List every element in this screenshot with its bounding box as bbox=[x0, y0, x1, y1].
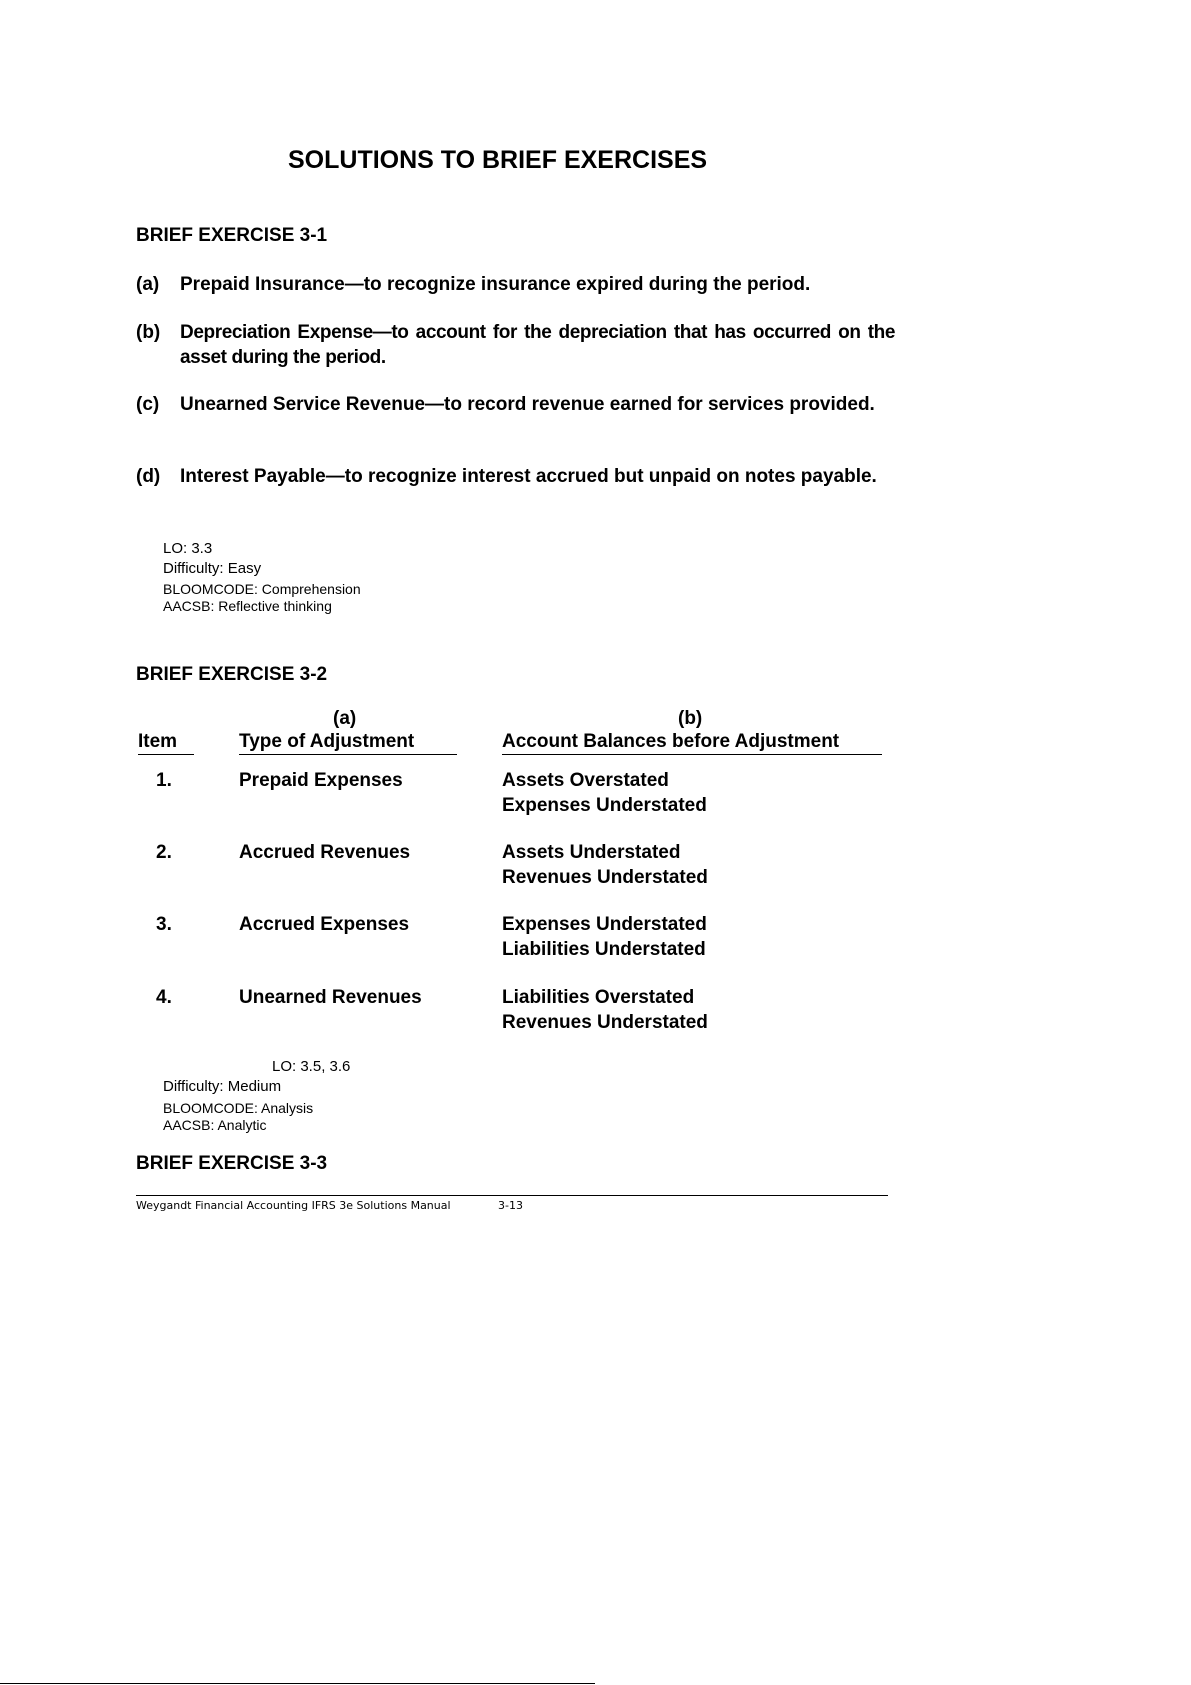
col-b-letter: (b) bbox=[678, 708, 703, 729]
bloomcode-label: BLOOMCODE: Comprehension bbox=[163, 581, 361, 597]
row-balance-2: Revenues Understated bbox=[502, 867, 708, 888]
be33-heading: BRIEF EXERCISE 3-3 bbox=[136, 1153, 328, 1174]
row-number: 4. bbox=[156, 987, 172, 1008]
row-type: Accrued Expenses bbox=[239, 914, 410, 935]
row-balance-1: Liabilities Overstated bbox=[502, 987, 695, 1008]
header-item: Item bbox=[138, 731, 194, 755]
row-type: Prepaid Expenses bbox=[239, 770, 403, 791]
row-balance-1: Assets Understated bbox=[502, 842, 681, 863]
item-letter: (a) bbox=[136, 274, 160, 295]
row-balance-1: Assets Overstated bbox=[502, 770, 669, 791]
row-number: 2. bbox=[156, 842, 172, 863]
difficulty-label: Difficulty: Medium bbox=[163, 1078, 282, 1095]
page-edge-rule bbox=[0, 1683, 595, 1684]
row-balance-2: Expenses Understated bbox=[502, 795, 707, 816]
row-balance-2: Revenues Understated bbox=[502, 1012, 708, 1033]
footer-page-number: 3-13 bbox=[498, 1199, 523, 1212]
aacsb-label: AACSB: Analytic bbox=[163, 1117, 267, 1133]
difficulty-label: Difficulty: Easy bbox=[163, 560, 262, 577]
item-text: Interest Payable—to recognize interest accrued but unpaid on notes payable. bbox=[180, 466, 877, 487]
footer-rule bbox=[136, 1195, 888, 1196]
row-number: 1. bbox=[156, 770, 172, 791]
lo-label: LO: 3.3 bbox=[163, 540, 213, 557]
row-type: Unearned Revenues bbox=[239, 987, 422, 1008]
page-title: SOLUTIONS TO BRIEF EXERCISES bbox=[288, 146, 708, 174]
row-number: 3. bbox=[156, 914, 172, 935]
aacsb-label: AACSB: Reflective thinking bbox=[163, 598, 332, 614]
row-balance-2: Liabilities Understated bbox=[502, 939, 706, 960]
col-a-letter: (a) bbox=[333, 708, 357, 729]
bloomcode-label: BLOOMCODE: Analysis bbox=[163, 1100, 314, 1116]
item-text: Prepaid Insurance—to recognize insurance expired during the period. bbox=[180, 274, 811, 295]
header-type: Type of Adjustment bbox=[239, 731, 457, 755]
item-text: Unearned Service Revenue—to record revenue earned for services provided. bbox=[180, 394, 875, 415]
row-balance-1: Expenses Understated bbox=[502, 914, 707, 935]
item-letter: (b) bbox=[136, 322, 161, 343]
header-balances: Account Balances before Adjustment bbox=[502, 731, 882, 755]
lo-label: LO: 3.5, 3.6 bbox=[272, 1058, 351, 1075]
item-letter: (d) bbox=[136, 466, 161, 487]
item-letter: (c) bbox=[136, 394, 160, 415]
be32-heading: BRIEF EXERCISE 3-2 bbox=[136, 664, 328, 685]
item-text: Depreciation Expense—to account for the depreciation that has occurred on the asset during the period. bbox=[180, 322, 895, 368]
row-type: Accrued Revenues bbox=[239, 842, 411, 863]
footer-book-title: Weygandt Financial Accounting IFRS 3e Solutions Manual bbox=[136, 1199, 451, 1212]
be31-heading: BRIEF EXERCISE 3-1 bbox=[136, 225, 328, 246]
